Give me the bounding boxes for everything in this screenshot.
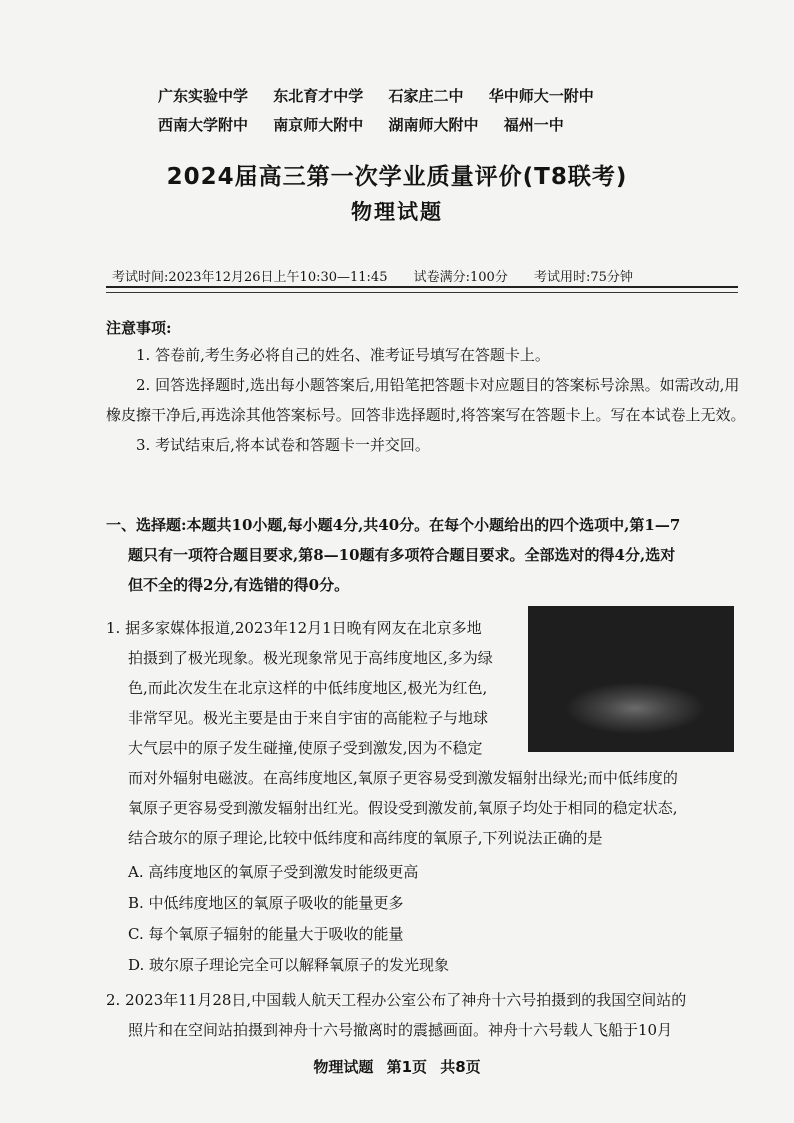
header-rule [106, 286, 738, 288]
section-instructions [106, 510, 746, 600]
footer-page: 第1页 [386, 1058, 427, 1076]
school-name: 石家庄二中 [388, 87, 464, 105]
question-line: 结合玻尔的原子理论,比较中低纬度和高纬度的氧原子,下列说法正确的是 [128, 829, 603, 847]
option-a: A. 高纬度地区的氧原子受到激发时能级更高 [128, 863, 419, 881]
school-name: 东北育才中学 [273, 87, 364, 105]
exam-info [112, 266, 742, 285]
exam-score: 试卷满分:100分 [413, 270, 508, 285]
option-b: B. 中低纬度地区的氧原子吸收的能量更多 [128, 894, 404, 912]
school-name: 湖南师大附中 [388, 116, 479, 134]
question-line: 非常罕见。极光主要是由于来自宇宙的高能粒子与地球 [128, 709, 489, 727]
note-item: 3. 考试结束后,将本试卷和答题卡一并交回。 [136, 436, 430, 454]
school-row-2 [158, 111, 614, 140]
school-name: 福州一中 [503, 116, 564, 134]
question-line: 拍摄到了极光现象。极光现象常见于高纬度地区,多为绿 [128, 649, 493, 667]
question-line: 氧原子更容易受到激发辐射出红光。假设受到激发前,氧原子均处于相同的稳定状态, [128, 799, 678, 817]
section-line: 但不全的得2分,有选错的得0分。 [128, 576, 350, 594]
question-line: 而对外辐射电磁波。在高纬度地区,氧原子更容易受到激发辐射出绿光;而中低纬度的 [128, 769, 678, 787]
footer-total: 共8页 [440, 1058, 481, 1076]
section-line: 一、选择题:本题共10小题,每小题4分,共40分。在每个小题给出的四个选项中,第1—7 [106, 516, 681, 534]
exam-subtitle: 物理试题 [351, 200, 443, 224]
note-item: 2. 回答选择题时,选出每小题答案后,用铅笔把答题卡对应题目的答案标号涂黑。如需改动,用橡皮擦干净后,再选涂其他答案标号。回答非选择题时,将答案写在答题卡上。写在本试卷上无效。 [106, 376, 746, 424]
question-1 [106, 613, 746, 853]
notes-heading: 注意事项: [106, 319, 172, 337]
section-line: 题只有一项符合题目要求,第8—10题有多项符合题目要求。全部选对的得4分,选对 [128, 546, 676, 564]
question-line: 色,而此次发生在北京这样的中低纬度地区,极光为红色, [128, 679, 488, 697]
option-c: C. 每个氧原子辐射的能量大于吸收的能量 [128, 925, 404, 943]
school-name: 南京师大附中 [273, 116, 364, 134]
question-2 [106, 985, 746, 1045]
school-name: 广东实验中学 [158, 87, 249, 105]
school-row-1 [158, 82, 614, 111]
question-line: 大气层中的原子发生碰撞,使原子受到激发,因为不稳定 [128, 739, 483, 757]
question-line: 1. 据多家媒体报道,2023年12月1日晚有网友在北京多地 [106, 619, 482, 637]
note-item: 1. 答卷前,考生务必将自己的姓名、准考证号填写在答题卡上。 [136, 346, 550, 364]
exam-title: 2024届高三第一次学业质量评价(T8联考) [166, 164, 628, 190]
school-list [158, 82, 614, 140]
question-1-options [128, 857, 449, 981]
exam-time: 考试时间:2023年12月26日上午10:30—11:45 [112, 270, 388, 285]
header-rule-thin [106, 292, 738, 293]
school-name: 华中师大一附中 [488, 87, 594, 105]
school-name: 西南大学附中 [158, 116, 249, 134]
question-line: 2. 2023年11月28日,中国载人航天工程办公室公布了神舟十六号拍摄到的我国空间站的 [106, 991, 687, 1009]
footer-subject: 物理试题 [313, 1058, 374, 1076]
exam-duration: 考试用时:75分钟 [533, 270, 633, 285]
page-footer [0, 1056, 794, 1077]
option-d: D. 玻尔原子理论完全可以解释氧原子的发光现象 [128, 956, 450, 974]
question-line: 照片和在空间站拍摄到神舟十六号撤离时的震撼画面。神舟十六号载人飞船于10月 [128, 1021, 673, 1039]
notes-list [106, 340, 746, 460]
